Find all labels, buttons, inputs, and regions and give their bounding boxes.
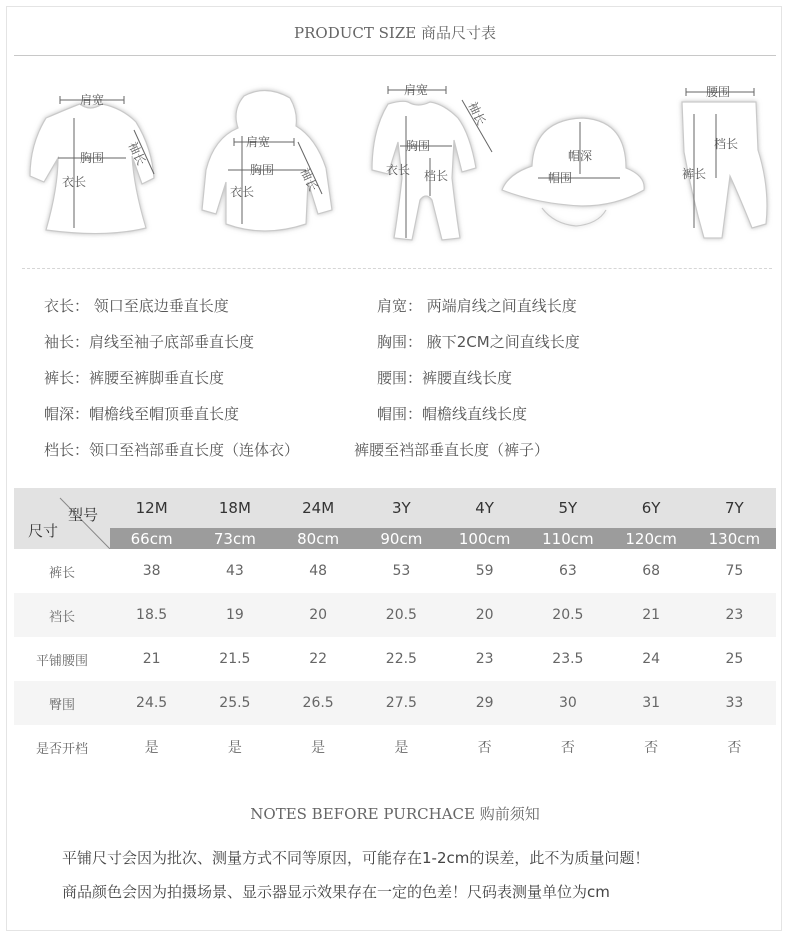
definition-left: 袖长：肩线至袖子底部垂直长度 [44, 333, 255, 351]
height-header: 110cm [526, 528, 609, 549]
table-row [14, 725, 776, 769]
height-header: 100cm [443, 528, 526, 549]
table-cell: 33 [693, 681, 776, 725]
table-cell: 31 [610, 681, 693, 725]
size-header: 5Y [526, 488, 609, 528]
table-cell: 22 [309, 651, 328, 667]
table-cell: 20.5 [360, 593, 443, 637]
height-header-row [14, 528, 776, 549]
romper-chest-label: 胸围 [406, 139, 431, 153]
row-label: 臀围 [14, 681, 110, 725]
table-cell: 20.5 [526, 593, 609, 637]
row-label: 平铺腰围 [35, 653, 88, 669]
dress-shoulder-label: 肩宽 [80, 93, 105, 107]
size-header: 7Y [693, 488, 776, 528]
romper-sleeve-label: 袖长 [465, 99, 489, 128]
table-cell: 68 [642, 563, 661, 579]
row-label: 是否开档 [35, 741, 88, 757]
romper-length-label: 衣长 [386, 163, 411, 177]
table-cell: 21.5 [219, 651, 251, 667]
table-cell: 25.5 [193, 681, 276, 725]
romper-crotch-label: 档长 [424, 169, 449, 183]
table-corner [14, 488, 110, 549]
definition-right: 裤腰至裆部垂直长度（裤子） [354, 441, 550, 459]
romper-shoulder-label: 肩宽 [404, 83, 429, 97]
height-header: 90cm [360, 528, 443, 549]
table-cell: 26.5 [277, 681, 360, 725]
dress-chest-label: 胸围 [80, 151, 105, 165]
height-header: 73cm [193, 528, 276, 549]
definition-right: 胸围： 腋下2CM之间直线长度 [377, 333, 580, 351]
jacket-chest-label: 胸围 [250, 163, 275, 177]
height-header: 80cm [277, 528, 360, 549]
table-cell: 43 [225, 563, 244, 579]
jacket-sleeve-label: 袖长 [297, 165, 321, 194]
garment-illustrations [14, 78, 776, 258]
table-row [14, 637, 776, 681]
definition-left: 帽深：帽檐线至帽顶垂直长度 [44, 405, 240, 423]
dress-sleeve-label: 袖长 [125, 139, 149, 168]
table-cell: 29 [443, 681, 526, 725]
table-cell: 63 [558, 563, 577, 579]
table-cell: 18.5 [110, 593, 193, 637]
table-cell: 否 [644, 740, 659, 756]
row-label: 裆长 [14, 593, 110, 637]
definition-right: 腰围：裤腰直线长度 [377, 369, 513, 387]
table-cell: 否 [477, 740, 492, 756]
table-cell: 48 [309, 563, 328, 579]
section-divider [22, 268, 772, 269]
dress-length-label: 衣长 [62, 175, 87, 189]
table-cell: 是 [311, 740, 326, 756]
size-table [14, 488, 776, 769]
definition-right: 肩宽： 两端肩线之间直线长度 [377, 297, 577, 315]
definition-left: 档长：领口至裆部垂直长度（连体衣） [44, 441, 300, 459]
table-cell: 25 [725, 651, 744, 667]
corner-label-size: 尺寸 [28, 522, 59, 540]
table-cell: 24.5 [110, 681, 193, 725]
hat-circ-label: 帽围 [548, 171, 573, 185]
table-cell: 是 [394, 740, 409, 756]
table-row [14, 549, 776, 593]
pants-length-label: 裤长 [682, 167, 707, 181]
size-header-row [14, 488, 776, 528]
table-cell: 否 [560, 740, 575, 756]
table-cell: 53 [392, 563, 411, 579]
pants-crotch-label: 档长 [714, 137, 739, 151]
table-row [14, 593, 776, 637]
height-header: 130cm [693, 528, 776, 549]
notes-line-2: 商品颜色会因为拍摄场景、显示器显示效果存在一定的色差！尺码表测量单位为cm [62, 883, 610, 901]
size-header: 3Y [360, 488, 443, 528]
row-label: 裤长 [48, 565, 75, 581]
table-cell: 38 [142, 563, 161, 579]
table-cell: 否 [727, 740, 742, 756]
table-cell: 30 [526, 681, 609, 725]
jacket-shoulder-label: 肩宽 [246, 135, 271, 149]
corner-label-model: 型号 [68, 506, 99, 524]
table-cell: 22.5 [385, 651, 417, 667]
size-header: 24M [277, 488, 360, 528]
size-header: 12M [110, 488, 193, 528]
notes-title: NOTES BEFORE PURCHACE 购前须知 [250, 805, 540, 823]
table-cell: 20 [277, 593, 360, 637]
table-cell: 23.5 [552, 651, 584, 667]
definition-left: 衣长： 领口至底边垂直长度 [44, 297, 229, 315]
table-cell: 是 [227, 740, 242, 756]
table-cell: 27.5 [360, 681, 443, 725]
table-cell: 23 [693, 593, 776, 637]
jacket-length-label: 衣长 [230, 185, 255, 199]
title-divider [14, 55, 776, 56]
table-cell: 21 [610, 593, 693, 637]
garment-diagrams [14, 78, 776, 258]
page-title: PRODUCT SIZE 商品尺寸表 [294, 24, 496, 42]
hat-depth-label: 帽深 [568, 149, 593, 163]
size-header: 6Y [610, 488, 693, 528]
table-cell: 59 [475, 563, 494, 579]
pants-waist-label: 腰围 [706, 85, 731, 99]
height-header: 66cm [110, 528, 193, 549]
definition-right: 帽围：帽檐线直线长度 [377, 405, 528, 423]
definition-left: 裤长：裤腰至裤脚垂直长度 [44, 369, 225, 387]
table-cell: 23 [475, 651, 494, 667]
size-header: 18M [193, 488, 276, 528]
table-cell: 75 [725, 563, 744, 579]
table-cell: 是 [144, 740, 159, 756]
height-header: 120cm [610, 528, 693, 549]
size-header: 4Y [443, 488, 526, 528]
notes-line-1: 平铺尺寸会因为批次、测量方式不同等原因，可能存在1-2cm的误差，此不为质量问题！ [62, 849, 650, 867]
table-cell: 20 [443, 593, 526, 637]
table-cell: 19 [193, 593, 276, 637]
table-cell: 24 [642, 651, 661, 667]
table-row [14, 681, 776, 725]
table-cell: 21 [142, 651, 161, 667]
